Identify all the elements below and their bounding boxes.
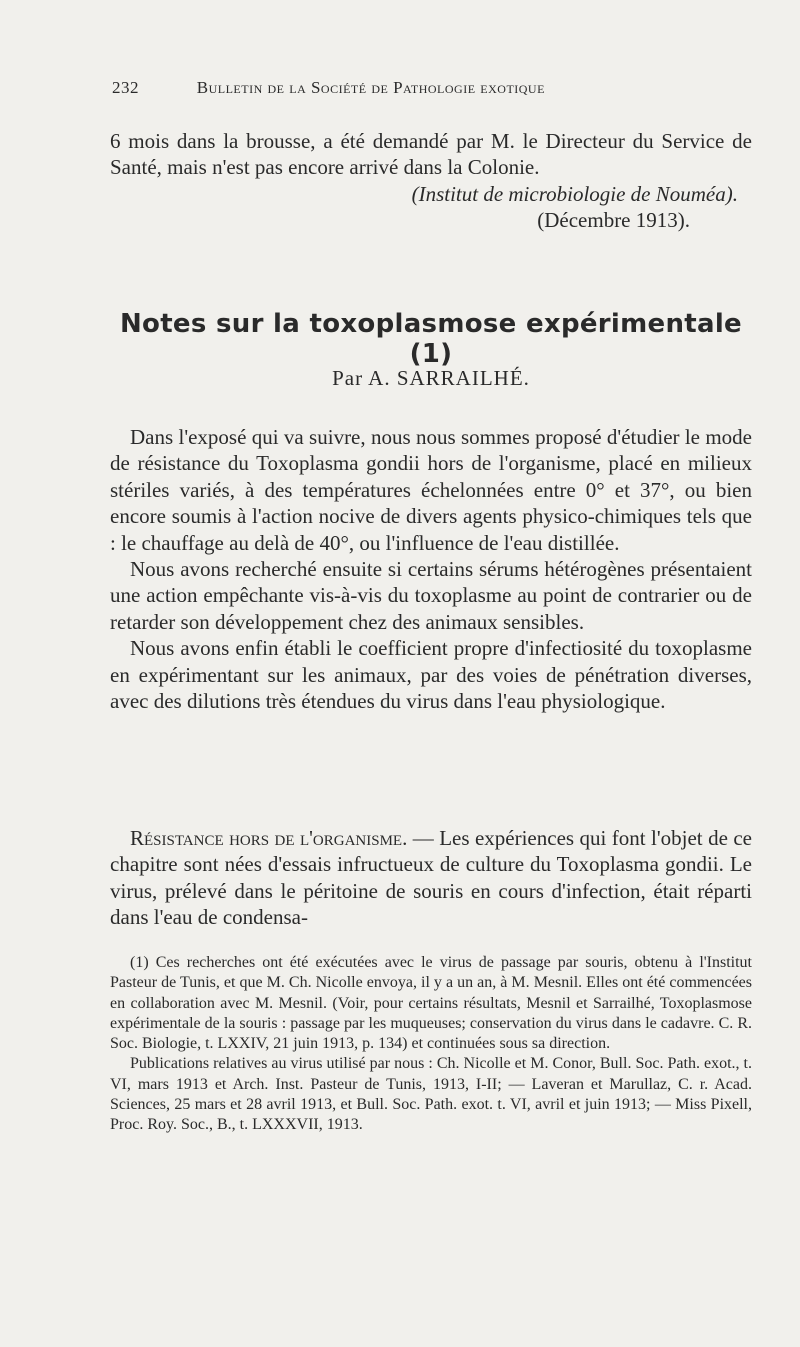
section-resistance (110, 825, 752, 931)
previous-article-text: 6 mois dans la brousse, a été demandé par M. le Directeur du Service de Santé, mais n'est pas encore arrivé dans la Colonie. (110, 129, 752, 180)
section-text: — Les expériences qui font l'objet de ce chapitre sont nées d'essais infructueux de culture du Toxoplasma gondii. Le virus, prélevé dans le péritoine de souris en cours d'infection, était réparti dans l'eau de condensa- (110, 826, 752, 930)
paragraph-3: Nous avons enfin établi le coefficient propre d'infectiosité du toxoplasme en expérimentant sur les animaux, par des voies de pénétration diverses, avec des dilutions très étendues du virus dans l'eau physiologique. (110, 636, 752, 714)
section-paragraph (110, 825, 752, 931)
article-title: Notes sur la toxoplasmose expérimentale (1) (119, 309, 742, 369)
journal-title: Bulletin de la Société de Pathologie exotique (196, 78, 545, 97)
footnote-2: Publications relatives au virus utilisé par nous : Ch. Nicolle et M. Conor, Bull. Soc. Path. exot., t. VI, mars 1913 et Arch. Inst. Pasteur de Tunis, 1913, I-II; — Laveran et Marullaz, C. r. Acad. Sciences, 25 mars et 28 avril 1913, et Bull. Soc. Path. exot. t. VI, avril et juin 1913; — Miss Pixell, Proc. Roy. Soc., B., t. LXXXVII, 1913. (110, 1055, 752, 1134)
section-heading: Résistance hors de l'organisme. (130, 826, 408, 850)
institution-line: (Institut de microbiologie de Nouméa). (411, 181, 738, 206)
footnote-1: (1) Ces recherches ont été exécutées avec le virus de passage par souris, obtenu à l'Institut Pasteur de Tunis, et que M. Ch. Nicolle envoya, il y a un an, à M. Mesnil. Elles ont été commencées en collaboration avec M. Mesnil. (Voir, pour certains résultats, Mesnil et Sarrailhé, Toxoplasmose expérimentale de la souris : passage par les muqueuses; conservation du virus dans le cadavre. C. R. Soc. Biologie, t. LXXIV, 21 juin 1913, p. 134) et continuées sous sa direction. (110, 954, 752, 1053)
previous-article-end (110, 128, 752, 234)
footnotes (110, 953, 752, 1136)
page-number: 232 (112, 78, 139, 97)
date-line: (Décembre 1913). (537, 208, 690, 233)
article-body (110, 424, 752, 714)
running-header (112, 78, 672, 98)
paragraph-2: Nous avons recherché ensuite si certains sérums hétérogènes présentaient une action empêchante vis-à-vis du toxoplasme au point de contrarier ou de retarder son développement chez des animaux sensibles. (110, 557, 752, 634)
paragraph-1: Dans l'exposé qui va suivre, nous nous sommes proposé d'étudier le mode de résistance du Toxoplasma gondii hors de l'organisme, placé en milieux stériles variés, à des températures échelonnées entre 0° et 37°, ou bien encore soumis à l'action nocive de divers agents physico-chimiques tels que : le chauffage au delà de 40°, ou l'influence de l'eau distillée. (110, 425, 752, 555)
article-author: Par A. SARRAILHÉ. (332, 366, 530, 390)
